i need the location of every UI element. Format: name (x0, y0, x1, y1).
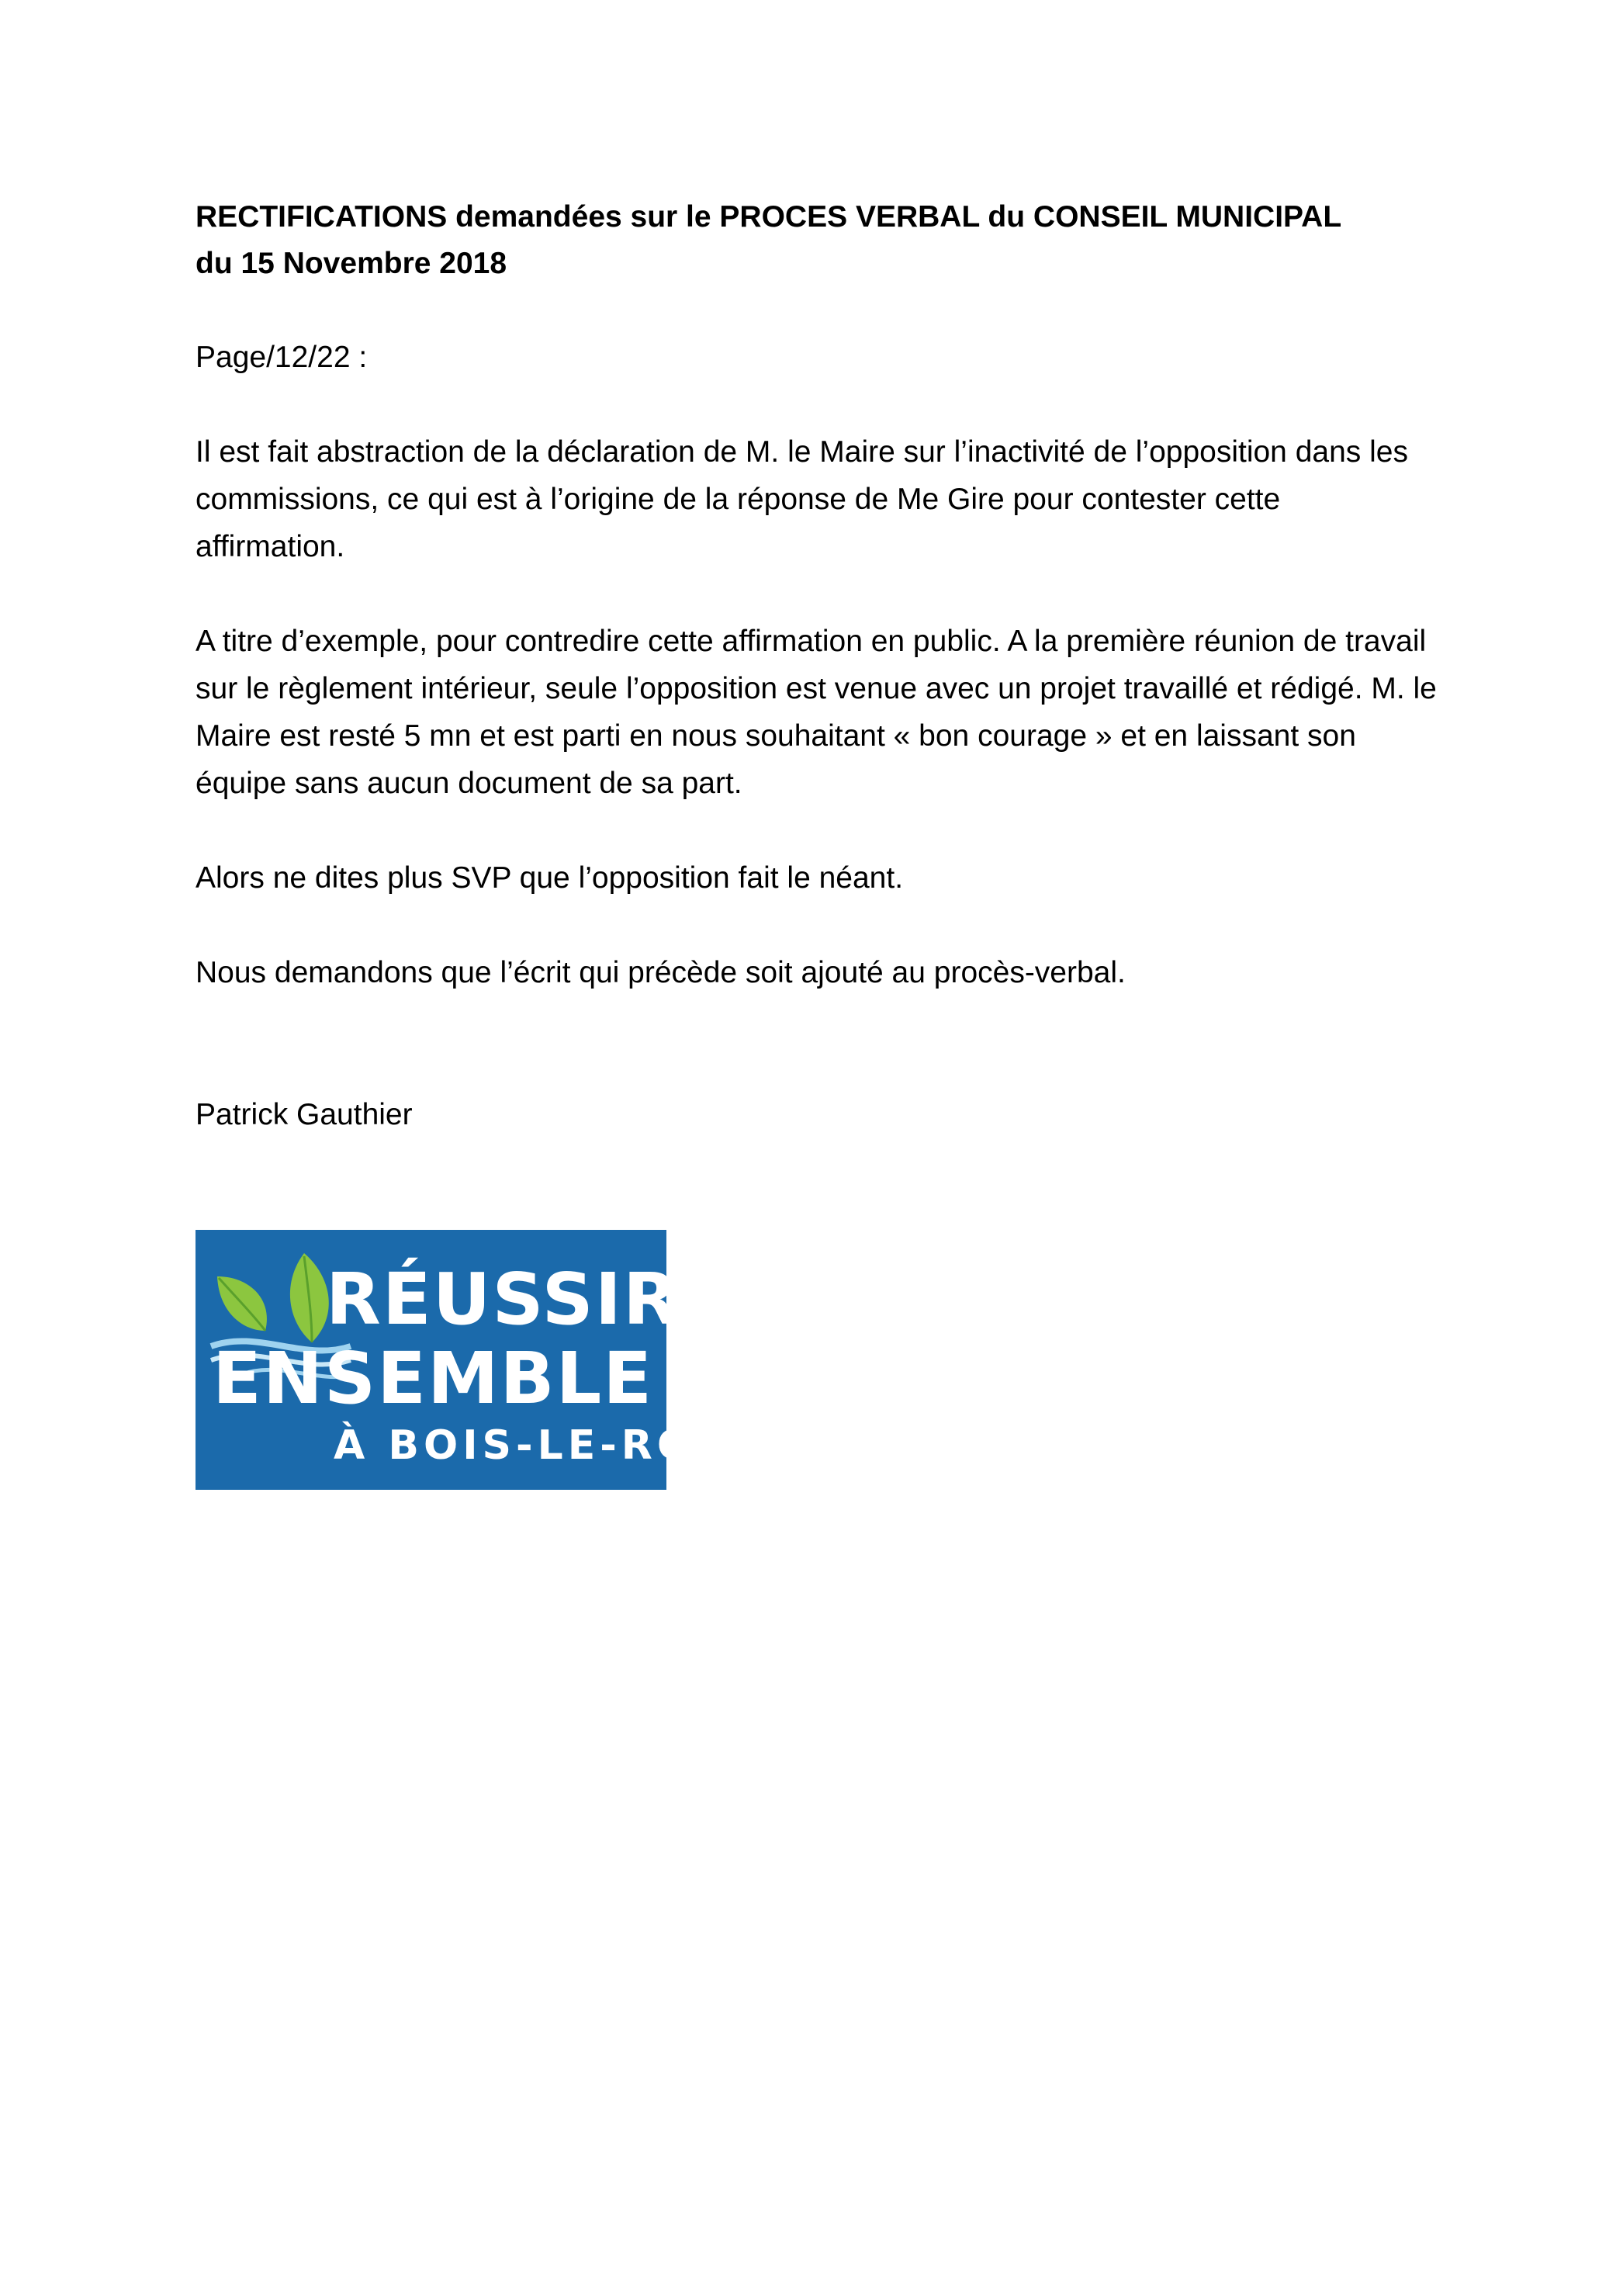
document-body (196, 194, 1437, 1138)
logo-text-ensemble: ENSEMBLE (213, 1337, 654, 1420)
logo-text-reussir: RÉUSSIR (326, 1258, 680, 1341)
logo-reussir-ensemble (196, 1230, 716, 1490)
logo-text-bois-le-roi: À BOIS-LE-ROI (334, 1422, 716, 1469)
paragraph-1: Il est fait abstraction de la déclaration de M. le Maire sur l’inactivité de l’opposition dans les commissions, ce qui est à l’origine de la réponse de Me Gire pour contester cette affirmation. (196, 435, 1408, 563)
document-title (196, 194, 1437, 287)
paragraph-2: A titre d’exemple, pour contredire cette affirmation en public. A la première réunion de travail sur le règlement intérieur, seule l’opposition est venue avec un projet travaillé et rédigé. M. le Maire est resté 5 mn et est parti en nous souhaitant « bon courage » et en laissant son équipe sans aucun document de sa part. (196, 625, 1437, 800)
page-reference: Page/12/22 : (196, 341, 368, 374)
title-line-2: du 15 Novembre 2018 (196, 247, 507, 280)
paragraph-3: Alors ne dites plus SVP que l’opposition fait le néant. (196, 861, 904, 895)
paragraph-4: Nous demandons que l’écrit qui précède soit ajouté au procès-verbal. (196, 956, 1126, 989)
signature: Patrick Gauthier (196, 1098, 413, 1131)
title-line-1: RECTIFICATIONS demandées sur le PROCES VERBAL du CONSEIL MUNICIPAL (196, 200, 1342, 234)
